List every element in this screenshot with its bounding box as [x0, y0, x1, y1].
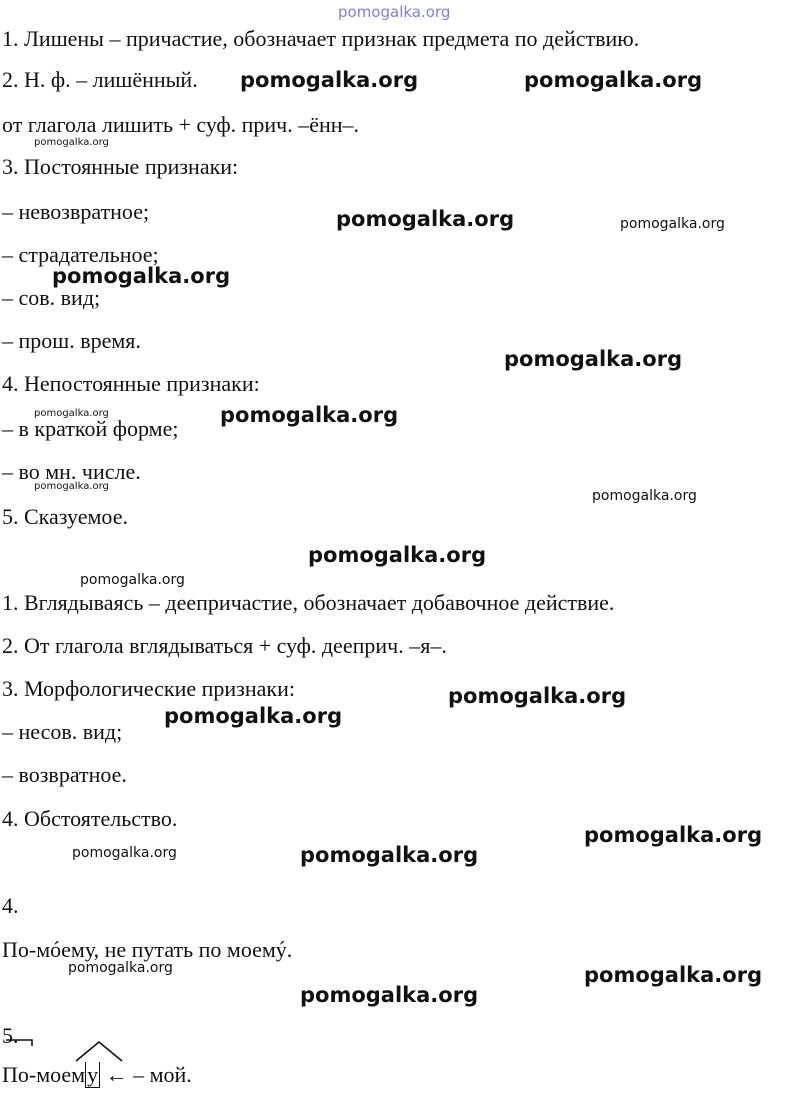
- watermark-top: pomogalka.org: [338, 3, 451, 21]
- watermark: pomogalka.org: [620, 216, 725, 232]
- watermark: pomogalka.org: [240, 68, 419, 92]
- text-line: 2. От глагола вглядываться + суф. дееприч. –я–.: [2, 633, 447, 658]
- watermark: pomogalka.org: [68, 960, 173, 976]
- morpheme-hyphen: -: [28, 1062, 37, 1087]
- watermark: pomogalka.org: [72, 845, 177, 861]
- watermark: pomogalka.org: [34, 481, 109, 492]
- watermark: pomogalka.org: [300, 983, 479, 1007]
- morpheme-marks: [2, 1038, 132, 1068]
- text-line: – возвратное.: [2, 762, 127, 787]
- watermark: pomogalka.org: [504, 347, 683, 371]
- morpheme-source: – мой.: [133, 1062, 192, 1087]
- text-line: 1. Вглядываясь – деепричастие, обозначает добавочное действие.: [2, 590, 615, 615]
- watermark: pomogalka.org: [80, 572, 185, 588]
- text-line: 4.: [2, 893, 19, 918]
- text-line: – во мн. числе.: [2, 459, 141, 484]
- watermark: pomogalka.org: [336, 207, 515, 231]
- text-line: 3. Морфологические признаки:: [2, 676, 295, 701]
- watermark: pomogalka.org: [300, 843, 479, 867]
- text-line: 5. Сказуемое.: [2, 504, 128, 529]
- watermark: pomogalka.org: [448, 684, 627, 708]
- text-line: По-мóему, не путать по моемý.: [2, 937, 293, 962]
- watermark: pomogalka.org: [220, 403, 399, 427]
- text-line: – сов. вид;: [2, 285, 101, 310]
- text-line: – страдательное;: [2, 242, 159, 267]
- text-line: – несов. вид;: [2, 719, 123, 744]
- text-line: 3. Постоянные признаки:: [2, 154, 239, 179]
- text-line: – прош. время.: [2, 328, 141, 353]
- watermark: pomogalka.org: [584, 823, 763, 847]
- watermark: pomogalka.org: [308, 543, 487, 567]
- root-mark: [76, 1042, 122, 1061]
- text-line: 2. Н. ф. – лишённый.: [2, 67, 198, 92]
- watermark: pomogalka.org: [34, 408, 109, 419]
- text-line: 4. Обстоятельство.: [2, 806, 178, 831]
- watermark: pomogalka.org: [584, 963, 763, 987]
- watermark: pomogalka.org: [524, 68, 703, 92]
- morpheme-root: моем: [36, 1062, 86, 1087]
- text-line: – невозвратное;: [2, 199, 150, 224]
- text-line: от глагола лишить + суф. прич. –ённ–.: [2, 112, 360, 137]
- watermark: pomogalka.org: [592, 488, 697, 504]
- prefix-mark: [6, 1040, 32, 1046]
- arrow-left-icon: ←: [105, 1062, 128, 1087]
- watermark: pomogalka.org: [52, 264, 231, 288]
- morpheme-parse: [2, 1062, 192, 1088]
- watermark: pomogalka.org: [34, 137, 109, 148]
- morpheme-prefix: По: [2, 1062, 29, 1087]
- text-line: 5.: [2, 1023, 19, 1048]
- text-line: 1. Лишены – причастие, обозначает признак предмета по действию.: [2, 26, 640, 51]
- text-line: – в краткой форме;: [2, 416, 179, 441]
- text-line: 4. Непостоянные признаки:: [2, 371, 260, 396]
- watermark: pomogalka.org: [164, 704, 343, 728]
- morpheme-suffix: у: [87, 1062, 99, 1087]
